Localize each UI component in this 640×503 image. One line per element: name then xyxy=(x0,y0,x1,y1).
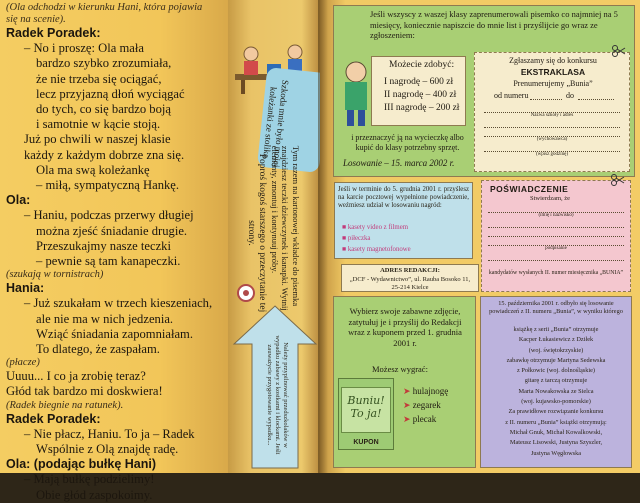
results-line: z Połkowic (woj. dolnośląskie) xyxy=(516,367,595,375)
certificate-footer: kandydatów wysłanych II. numer miesięcznika „BUNIA” xyxy=(488,270,624,276)
photo-prize-item: ➤ zegarek xyxy=(403,400,441,410)
script-line: i samotnie w kącie stoją. xyxy=(36,117,161,132)
results-line: Mateusz Lisowski, Justyna Szyszler, xyxy=(509,439,603,447)
form-title: Zgłaszamy się do konkursu xyxy=(509,56,597,65)
certificate-line[interactable] xyxy=(488,237,624,246)
form-field-line[interactable] xyxy=(484,104,620,113)
script-line: ale nie ma w nich jedzenia. xyxy=(36,311,174,326)
script-line: że nie trzeba się ociągać, xyxy=(36,71,162,86)
script-line: Już po chwili w naszej klasie xyxy=(24,132,171,147)
certificate-title: POŚWIADCZENIE xyxy=(490,184,569,194)
script-line: Radek Poradek: xyxy=(6,26,101,40)
certificate-line[interactable] xyxy=(488,204,624,213)
play-script xyxy=(6,2,224,503)
prizes-list xyxy=(384,76,459,115)
script-line: Ola ma swą koleżankę xyxy=(36,162,150,177)
form-from-label: od numeru xyxy=(494,91,529,100)
lottery-text: Jeśli w terminie do 5. grudnia 2001 r. przyślesz na karcie pocztowej wypełnione powiadczenie, weźmiesz udział w losowaniu nagród: xyxy=(338,186,469,210)
coupon-handwriting: Buniu! To ja! xyxy=(341,387,391,433)
results-line: Za prawidłowe rozwiązanie konkursu xyxy=(508,408,604,416)
instructions-line: kontynuuj próby. xyxy=(269,215,280,274)
form-field-line[interactable] xyxy=(484,119,620,128)
results-line: gitarę z tarczą otrzymuje xyxy=(524,377,588,385)
instructions-line: Tym razem na kartonowej wkładce do pisemka znajdziesz teczki dziewczynek i kanapki. Wytnij elementy, zmontuj i xyxy=(269,145,301,311)
photo-prize-item: ➤ hulajnogę xyxy=(403,386,449,396)
script-line: To dlatego, że zaspałam. xyxy=(36,342,160,357)
gear-icon xyxy=(236,283,256,303)
boy-illustration xyxy=(336,58,376,128)
certificate-caption: podpisanie xyxy=(545,246,567,251)
script-line: Przeszukajmy nasze teczki xyxy=(36,238,171,253)
results-line: (woj. świętokrzyskie) xyxy=(528,346,584,354)
script-line: każdy z każdym dobrze zna się. xyxy=(24,147,185,162)
prize-item: II nagrodę – 400 zł xyxy=(384,90,457,100)
coupon xyxy=(338,378,394,450)
script-line: Uuuu... I co ja zrobię teraz? xyxy=(6,369,146,384)
script-line: bardzo szybko zrozumiała, xyxy=(36,56,172,71)
script-line: do tych, co się bardzo boją xyxy=(36,102,171,117)
results-line: książkę z serii „Bunia” otrzymuje xyxy=(513,326,599,333)
prize-item: I nagrodę – 600 zł xyxy=(384,77,454,87)
certificate-caption: (imię i nazwisko) xyxy=(538,213,574,218)
coupon-label: KUPON xyxy=(353,439,379,446)
prize-purpose: i przeznaczyć ją na wycieczkę albo kupić do klasy potrzebny sprzęt. xyxy=(351,133,464,152)
script-line: Głód tak bardzo mi doskwiera! xyxy=(6,384,163,399)
script-line: Radek Poradek: xyxy=(6,411,101,426)
prize-item: III nagrodę – 200 zł xyxy=(384,103,460,113)
scissors-icon xyxy=(611,174,625,186)
lottery-prize-item: ■ piłeczka xyxy=(342,235,371,242)
arrow-box-text: Należy przypilnować przedszkolaków w wypadku zabawy z kostkami i klockami. Jeśli zauważycie przygotowanie wypadku... xyxy=(266,335,289,455)
form-brand: EKSTRAKLASA xyxy=(520,67,586,77)
form-field-caption: (wpisz godzinę) xyxy=(535,152,569,157)
form-field-caption: (wychowawca) xyxy=(536,137,568,142)
script-line: – Już szukałam w trzech kieszeniach, xyxy=(24,296,213,311)
photo-contest-text: Wybierz swoje zabawne zdjęcie, zatytułuj je i przyślij do Redakcji wraz z kuponem przed 1. grudnia 2001 r. xyxy=(348,306,462,348)
certificate-subtitle: Stwierdzam, że xyxy=(530,195,571,202)
results-line: Michał Gnuk, Michał Kowalkowski, xyxy=(509,428,603,436)
script-line: można zjeść śniadanie drugie. xyxy=(36,223,188,238)
results-line: Marta Nowakowska ze Sielca xyxy=(518,387,594,395)
photo-contest-prizes xyxy=(403,384,448,426)
script-line: (płacze) xyxy=(6,357,40,369)
form-field-caption: Nazwa szkoły i adres xyxy=(530,113,574,118)
lottery-prize-item: ■ kasety video z filmem xyxy=(342,224,409,231)
ask-adult-text: Poproś kogoś starszego o przeczytanie tej strony. xyxy=(246,153,267,313)
form-from-field[interactable] xyxy=(530,99,562,100)
address-title: ADRES REDAKCJI: xyxy=(380,267,440,274)
script-line: – Mają bułkę podzielimy! xyxy=(24,472,155,487)
certificate-line[interactable] xyxy=(488,219,624,228)
script-line: – Haniu, podczas przerwy długiej xyxy=(24,208,194,223)
results-line: zabawkę otrzymuje Martyna Sedewska xyxy=(506,356,606,364)
results-line: z II. numeru „Bunia” książki otrzymują: xyxy=(505,418,607,426)
script-line: Ola: xyxy=(6,193,31,208)
results-line: Justyna Węgłowska xyxy=(530,449,582,457)
form-to-field[interactable] xyxy=(578,99,614,100)
form-field-line[interactable] xyxy=(484,128,620,137)
certificate-lines xyxy=(488,204,624,261)
script-line: – No i proszę: Ola mała xyxy=(24,41,144,56)
results-line: Kacper Łukasiewicz z Dziłek xyxy=(518,336,594,344)
form-field-line[interactable] xyxy=(484,143,620,152)
lottery-prize-item: ■ kasety magnetofonowe xyxy=(342,246,411,253)
script-line: – miłą, sympatyczną Hankę. xyxy=(36,178,180,193)
results-intro: 15. października 2001 r. odbyło się losowanie powiadczeń z II. numeru „Bunia”, w wyniku którego xyxy=(489,300,623,315)
form-subtitle: Prenumerujemy „Bunia” xyxy=(513,79,593,88)
certificate-line[interactable] xyxy=(488,252,624,261)
contest-intro: Jeśli wszyscy z waszej klasy zaprenumerowali pisemko co najmniej na 5 miesięcy, koniecznie napiszcie do mnie list i przyślijcie go wraz ze zgłoszeniem: xyxy=(370,9,618,40)
script-line: Obie głód zaspokoimy. xyxy=(36,487,153,502)
page-gutter-shadow xyxy=(318,0,328,473)
bubble-text: Szkoda mnie było mojej koleżanki ze stolika xyxy=(261,79,291,168)
form-to-label: do xyxy=(566,91,574,100)
script-line: (Radek biegnie na ratunek). xyxy=(6,399,124,411)
drawing-deadline: Losowanie – 15. marca 2002 r. xyxy=(343,158,455,168)
script-line: Ola: (podając bułkę Hani) xyxy=(6,457,157,472)
photo-prize-item: ➤ plecak xyxy=(403,414,437,424)
form-fields xyxy=(484,104,620,158)
results-line: (woj. kujawsko-pomorskie) xyxy=(521,398,591,406)
script-line: się na scenie). xyxy=(6,14,66,25)
address-body: „DCF - Wydawnictwo”, ul. Rauba Bosoko 11, 25-214 Kielce xyxy=(349,276,471,291)
script-line: – pewnie są tam kanapeczki. xyxy=(36,254,181,269)
photo-contest-win-label: Możesz wygrać: xyxy=(372,364,428,374)
script-line: Hania: xyxy=(6,281,45,296)
script-line: (Ola odchodzi w kierunku Hani, która pojawia xyxy=(6,2,203,13)
scissors-icon xyxy=(612,45,626,57)
script-line: Wziąć śniadania zapomniałam. xyxy=(36,326,193,341)
script-line: lecz przyjazną dłoń wyciągać xyxy=(36,86,185,101)
results-list xyxy=(484,325,628,459)
lottery-prizes xyxy=(342,222,411,255)
prizes-heading: Możecie zdobyć: xyxy=(389,60,455,70)
script-line: – Nie płacz, Haniu. To ja – Radek xyxy=(24,426,195,441)
script-line: Wspólnie z Olą znajdę radę. xyxy=(36,442,179,457)
certificate-line[interactable] xyxy=(488,228,624,237)
script-line: (szukają w tornistrach) xyxy=(6,269,104,281)
